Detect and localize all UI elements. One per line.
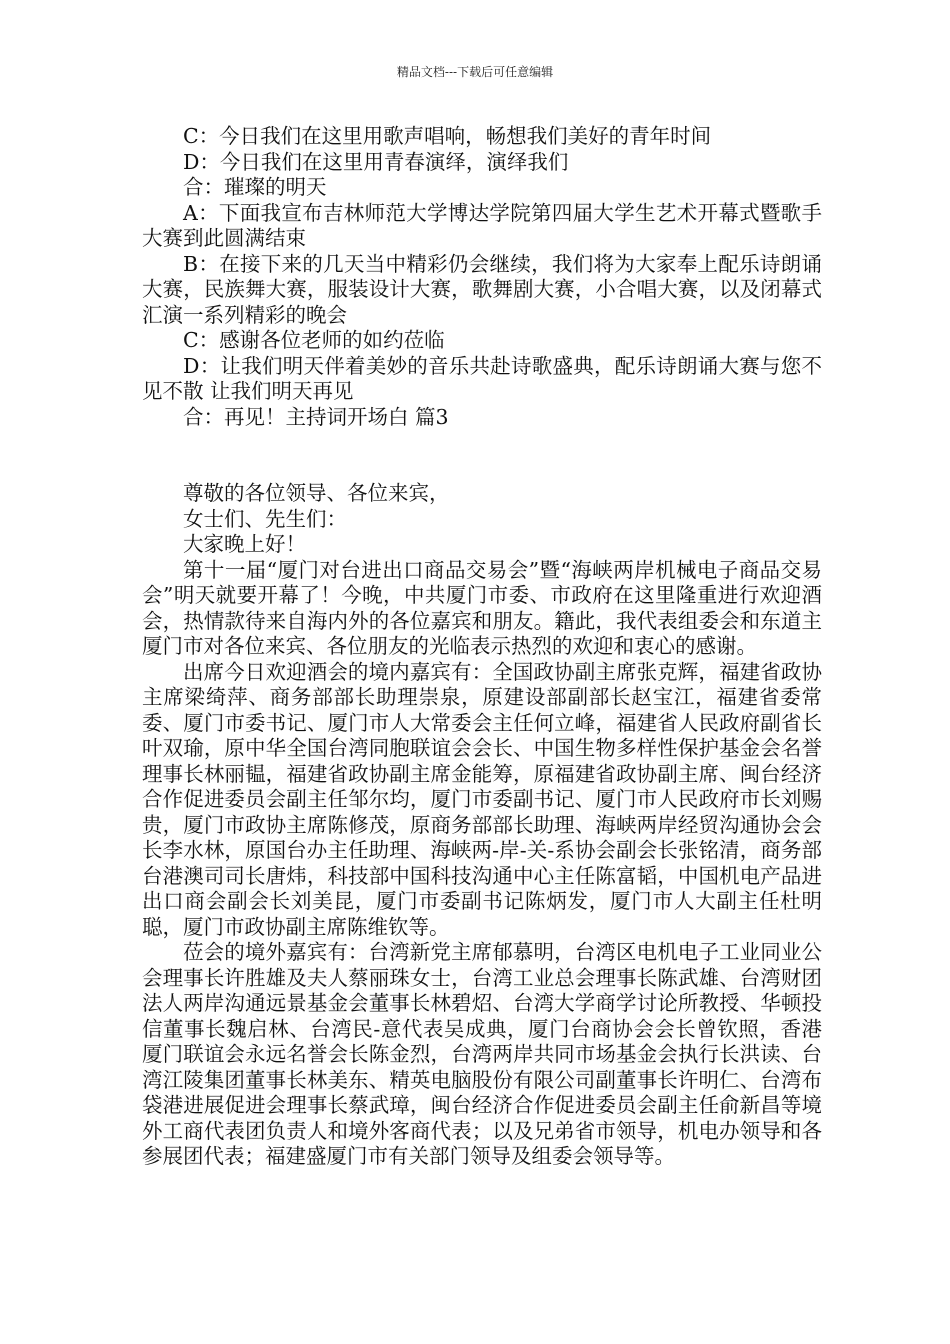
paragraph: D：今日我们在这里用青春演绎，演绎我们: [183, 149, 569, 174]
paragraph: 出席今日欢迎酒会的境内嘉宾有：全国政协副主席张克辉，福建省政协主席梁绮萍、商务部部长助理崇泉，原建设部副部长赵宝江，福建省委常委、厦门市委书记、厦门市人大常委会主任何立峰，福建省人民政府副省长叶双瑜，原中华全国台湾同胞联谊会会长、中国生物多样性保护基金会名誉理事长林丽韫，福建省政协副主席金能筹，原福建省政协副主席、闽台经济合作促进委员会副主任邹尔均，厦门市委副书记、厦门市人民政府市长刘赐贵，厦门市政协主席陈修茂，原商务部部长助理、海峡两岸经贸沟通协会会长李水林，原国台办主任助理、海峡两-岸-关-系协会副会长张铭清，商务部台港澳司司长唐炜，科技部中国科技沟通中心主任陈富韬，中国机电产品进出口商会副会长刘美昆，厦门市委副书记陈炳发，厦门市人大副主任杜明聪，厦门市政协副主席陈维钦等。: [142, 659, 822, 939]
paragraph: A：下面我宣布吉林师范大学博达学院第四届大学生艺术开幕式暨歌手大赛到此圆满结束: [142, 200, 822, 250]
paragraph: C：感谢各位老师的如约莅临: [183, 328, 445, 352]
paragraph: 合：璀璨的明天: [183, 175, 327, 199]
paragraph: B：在接下来的几天当中精彩仍会继续，我们将为大家奉上配乐诗朗诵大赛，民族舞大赛，服装设计大赛，歌舞剧大赛，小合唱大赛，以及闭幕式汇演一系列精彩的晚会: [142, 251, 822, 327]
paragraph: C：今日我们在这里用歌声唱响，畅想我们美好的青年时间: [183, 124, 712, 148]
paragraph: 合：再见！主持词开场白 篇3: [183, 404, 449, 429]
salutation: 女士们、先生们：: [183, 506, 347, 531]
paragraph: D：让我们明天伴着美妙的音乐共赴诗歌盛典，配乐诗朗诵大赛与您不见不散 让我们明天再见: [142, 353, 822, 403]
paragraph: 莅会的境外嘉宾有：台湾新党主席郁慕明，台湾区电机电子工业同业公会理事长许胜雄及夫人蔡丽珠女士，台湾工业总会理事长陈武雄、台湾财团法人两岸沟通远景基金会董事长林碧炤、台湾大学商学讨论所教授、华顿投信董事长魏启林、台湾民-意代表吴成典，厦门台商协会会长曾钦照，香港厦门联谊会永远名誉会长陈金烈，台湾两岸共同市场基金会执行长洪读、台湾江陵集团董事长林美东、精英电脑股份有限公司副董事长许明仁、台湾布袋港进展促进会理事长蔡武璋，闽台经济合作促进委员会副主任俞新昌等境外工商代表团负责人和境外客商代表；以及兄弟省市领导，机电办领导和各参展团代表；福建盛厦门市有关部门领导及组委会领导等。: [142, 940, 822, 1168]
salutation: 尊敬的各位领导、各位来宾，: [183, 481, 450, 505]
greeting: 大家晚上好！: [183, 532, 306, 556]
paragraph: 第十一届“厦门对台进出口商品交易会”暨“海峡两岸机械电子商品交易会”明天就要开幕了！今晚，中共厦门市委、市政府在这里隆重进行欢迎酒会，热情款待来自海内外的各位嘉宾和朋友。籍此，我代表组委会和东道主厦门市对各位来宾、各位朋友的光临表示热烈的欢迎和衷心的感谢。: [142, 557, 822, 658]
section-gap: [142, 430, 822, 481]
document-body: [142, 124, 822, 1170]
page-header: 精品文档---下载后可任意编辑: [396, 65, 554, 79]
